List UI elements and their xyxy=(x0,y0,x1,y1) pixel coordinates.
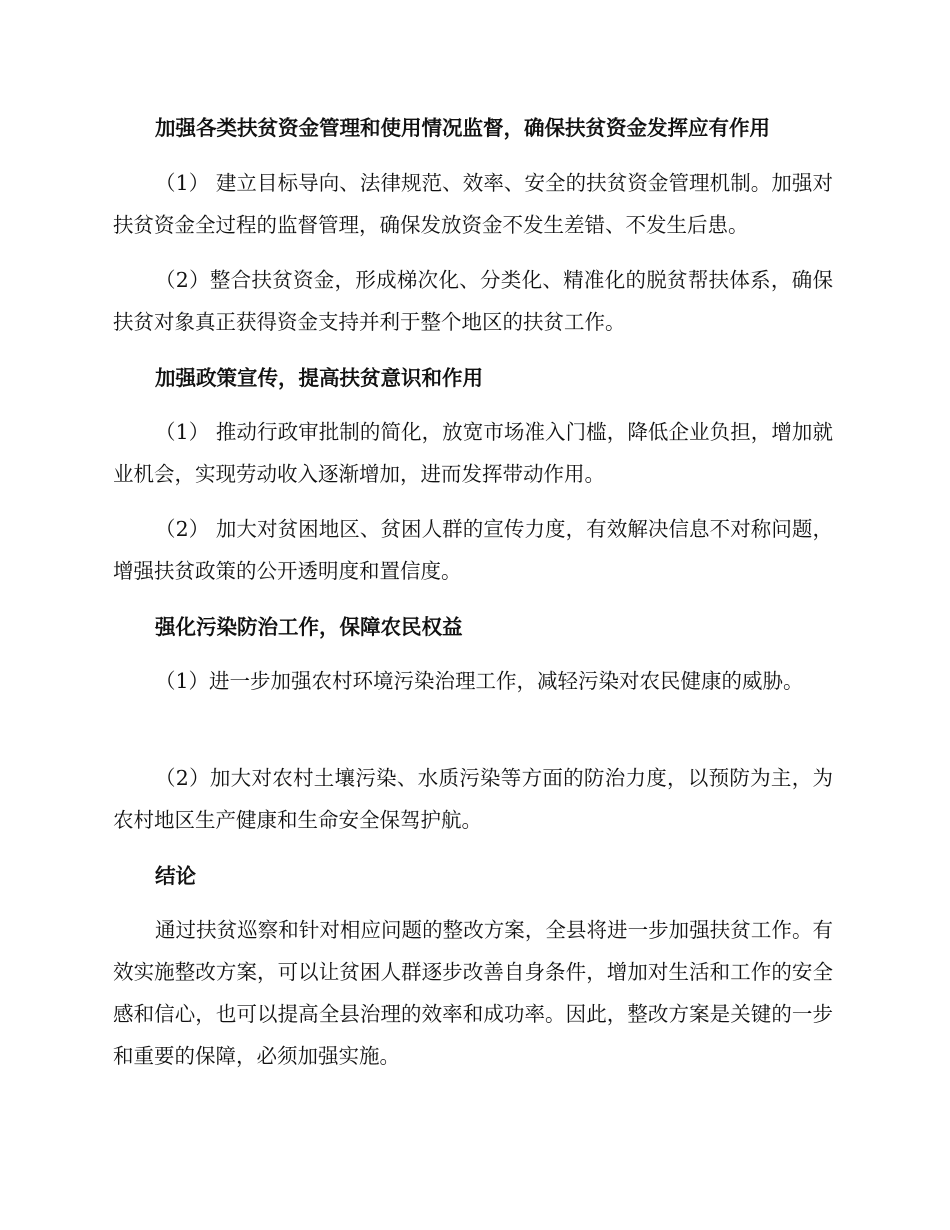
section-heading-pollution-prevention: 强化污染防治工作，保障农民权益 xyxy=(155,615,463,639)
paragraph-administrative-simplification: （1） 推动行政审批制的简化，放宽市场准入门槛，降低企业负担，增加就业机会，实现劳动收入逐渐增加，进而发挥带动作用。 xyxy=(113,420,833,486)
paragraph-fund-management-mechanism: （1） 建立目标导向、法律规范、效率、安全的扶贫资金管理机制。加强对扶贫资金全过程的监督管理，确保发放资金不发生差错、不发生后患。 xyxy=(113,171,833,237)
section-heading-policy-publicity: 加强政策宣传，提高扶贫意识和作用 xyxy=(155,366,483,390)
section-heading-conclusion: 结论 xyxy=(155,864,196,888)
paragraph-soil-water-pollution: （2）加大对农村土壤污染、水质污染等方面的防治力度，以预防为主，为农村地区生产健康和生命安全保驾护航。 xyxy=(113,766,833,832)
paragraph-rural-pollution-control: （1）进一步加强农村环境污染治理工作，减轻污染对农民健康的威胁。 xyxy=(155,669,804,693)
paragraph-fund-integration: （2）整合扶贫资金，形成梯次化、分类化、精准化的脱贫帮扶体系，确保扶贫对象真正获得资金支持并利于整个地区的扶贫工作。 xyxy=(113,268,833,334)
paragraph-conclusion: 通过扶贫巡察和针对相应问题的整改方案，全县将进一步加强扶贫工作。有效实施整改方案，可以让贫困人群逐步改善自身条件，增加对生活和工作的安全感和信心，也可以提高全县治理的效率和成功率。因此，整改方案是关键的一步和重要的保障，必须加强实施。 xyxy=(113,918,833,1068)
section-heading-fund-supervision: 加强各类扶贫资金管理和使用情况监督，确保扶贫资金发挥应有作用 xyxy=(155,116,770,140)
paragraph-publicity-efforts: （2） 加大对贫困地区、贫困人群的宣传力度，有效解决信息不对称问题，增强扶贫政策的公开透明度和置信度。 xyxy=(113,517,833,583)
